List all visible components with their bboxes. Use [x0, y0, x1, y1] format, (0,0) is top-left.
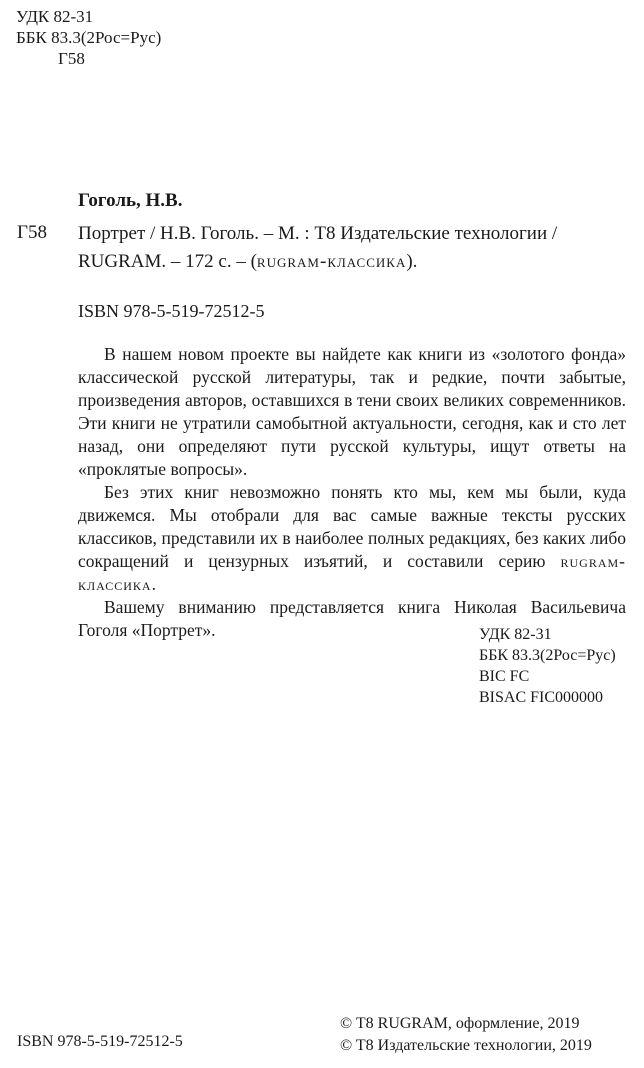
annotation-paragraph-2	[78, 481, 626, 596]
udk-code: УДК 82-31	[16, 7, 94, 26]
cutter-code: Г58	[58, 49, 85, 68]
annotation-paragraph-3: Вашему вниманию представляется книга Николая Васильевича Гоголя «Портрет».	[78, 597, 626, 640]
bib-main: Портрет / Н.В. Гоголь. – М. : Т8 Издательские технологии / RUGRAM. – 172 с. – (	[78, 223, 558, 272]
annotation-p2-end: .	[151, 574, 156, 594]
udk-code-bottom: УДК 82-31	[479, 626, 552, 643]
annotation	[78, 343, 626, 642]
bisac-code: BISAC FIC000000	[479, 689, 604, 706]
bottom-classification-codes	[479, 624, 616, 708]
copyright-design: © T8 RUGRAM, оформление, 2019	[340, 1015, 580, 1032]
copyright-block	[340, 1013, 592, 1057]
isbn-catalog: ISBN 978-5-519-72512-5	[78, 301, 265, 321]
bic-code: BIC FC	[479, 668, 530, 685]
series-name: rugram-классика	[256, 251, 407, 272]
bbk-code: ББК 83.3(2Рос=Рус)	[16, 28, 162, 47]
annotation-paragraph-1: В нашем новом проекте вы найдете как книги из «золотого фонда» классической русской литературы, так и редкие, почти забытые, произведения авторов, оставшихся в тени своих великих современников. Эти книги не утратили самобытной актуальности, сегодня, как и сто лет назад, они определяют пути русской культуры, ищут ответы на «проклятые вопросы».	[78, 344, 626, 479]
annotation-p2-text: Без этих книг невозможно понять кто мы, кем мы были, куда движемся. Мы отобрали для вас самые важные тексты русских классиков, представили их в наиболее полных редакциях, без каких либо сокращений и цензурных изъятий, и составили серию	[78, 482, 626, 571]
top-classification-codes	[16, 6, 161, 69]
annotation-series-name: rugram-классика	[78, 551, 626, 594]
bibliographic-description	[78, 220, 623, 276]
bib-end: ).	[406, 251, 418, 272]
bbk-code-bottom: ББК 83.3(2Рос=Рус)	[479, 647, 616, 664]
shelf-code: Г58	[17, 222, 47, 243]
copyright-publisher: © T8 Издательские технологии, 2019	[340, 1037, 592, 1054]
author-name: Гоголь, Н.В.	[78, 190, 183, 211]
isbn-footer: ISBN 978-5-519-72512-5	[17, 1033, 183, 1050]
